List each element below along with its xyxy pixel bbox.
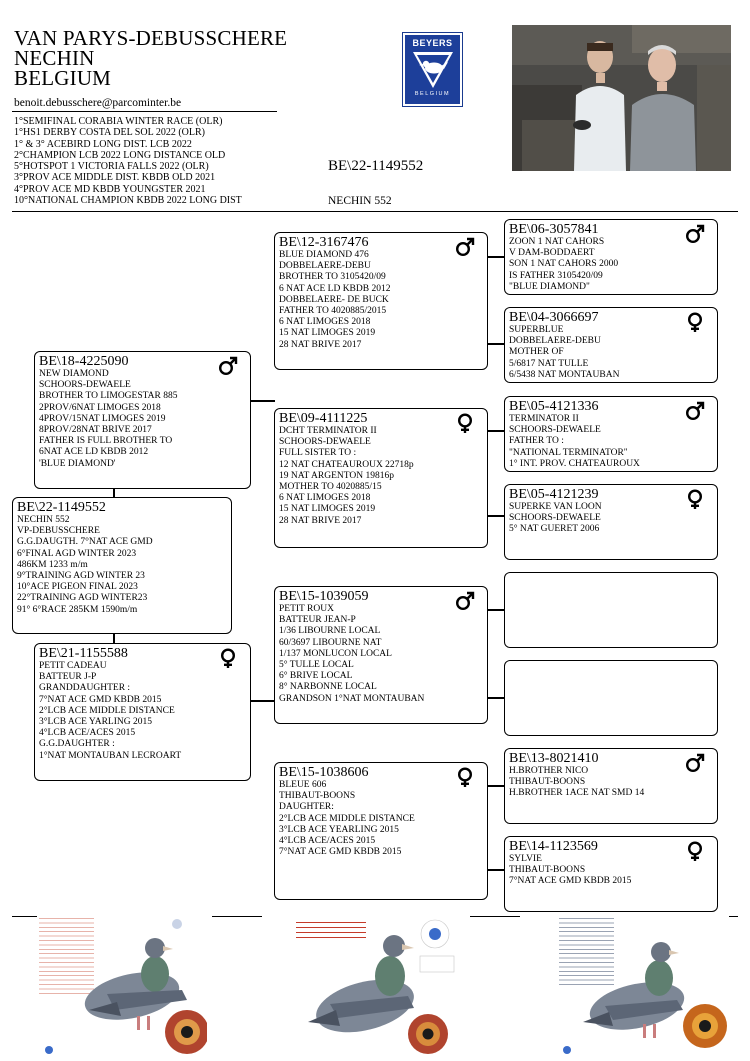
ring-number: BE\09-4111225 xyxy=(279,411,368,426)
connector-line xyxy=(487,697,504,699)
beyers-logo xyxy=(402,32,463,107)
owner-line-2: NECHIN xyxy=(14,46,95,70)
ring-number: BE\13-8021410 xyxy=(509,751,599,766)
pigeon-logo-icon xyxy=(411,50,455,90)
pedigree-box-sire[interactable] xyxy=(34,351,251,489)
pedigree-box-dam-dam[interactable] xyxy=(274,762,488,900)
connector-line xyxy=(487,515,504,517)
achievement-item: 2°CHAMPION LCB 2022 LONG DISTANCE OLD xyxy=(14,149,226,161)
pedigree-box-sd-sire[interactable] xyxy=(504,396,718,472)
pigeon-photo-card-center xyxy=(290,914,462,1059)
pigeon-info: BLUE DIAMOND 476 DOBBELAERE-DEBU BROTHER TO 3105420/09 6 NAT ACE LD KBDB 2012 DOBBELAERE- DE BUCK FATHER TO 4020885/2015 6 NAT LIMOGES 2018 15 NAT LIMOGES 2019 28 NAT BRIVE 2017 xyxy=(279,250,391,350)
pigeon-info: SUPERBLUE DOBBELAERE-DEBU MOTHER OF 5/6817 NAT TULLE 6/5438 NAT MONTAUBAN xyxy=(509,325,620,380)
pigeon-photo xyxy=(557,914,729,1059)
male-symbol-icon xyxy=(455,591,475,611)
pedigree-box-subject[interactable] xyxy=(12,497,232,634)
owners-photo xyxy=(512,25,731,171)
female-symbol-icon xyxy=(455,413,475,433)
pigeon-info: ZOON 1 NAT CAHORS V DAM-BODDAERT SON 1 NAT CAHORS 2000 IS FATHER 3105420/09 "BLUE DIAMOND" xyxy=(509,237,619,292)
pigeon-photo-card-left xyxy=(37,914,207,1059)
owner-line-1: VAN PARYS-DEBUSSCHERE xyxy=(14,26,288,50)
connector-line xyxy=(487,869,504,871)
ring-number: BE\05-4121336 xyxy=(509,399,599,414)
pigeon-info: NECHIN 552 VP-DEBUSSCHERE G.G.DAUGTH. 7°NAT ACE GMD 6°FINAL AGD WINTER 2023 486KM 1233 m/m 9°TRAINING AGD WINTER 23 10°ACE PIGEON FINAL 2023 22°TRAINING AGD WINTER23 91° 6°RACE 285KM 1590m/m xyxy=(17,515,153,615)
achievements-list xyxy=(14,116,242,206)
ring-number: BE\04-3066697 xyxy=(509,310,599,325)
connector-line xyxy=(249,700,275,702)
ring-number: BE\14-1123569 xyxy=(509,839,598,854)
achievement-item: 4°PROV ACE MD KBDB YOUNGSTER 2021 xyxy=(14,183,206,195)
achievement-item: 1° & 3° ACEBIRD LONG DIST. LCB 2022 xyxy=(14,138,192,150)
ring-number: BE\15-1039059 xyxy=(279,589,369,604)
email-divider xyxy=(12,111,277,112)
pigeon-info: H.BROTHER NICO THIBAUT-BOONS H.BROTHER 1ACE NAT SMD 14 xyxy=(509,766,645,799)
connector-line xyxy=(487,430,504,432)
connector-line xyxy=(113,488,115,497)
pigeon-info: DCHT TERMINATOR II SCHOORS-DEWAELE FULL SISTER TO : 12 NAT CHATEAUROUX 22718p 19 NAT ARGENTON 19816p MOTHER TO 4020885/15 6 NAT LIMOGES 2018 15 NAT LIMOGES 2019 28 NAT BRIVE 2017 xyxy=(279,426,414,526)
male-symbol-icon xyxy=(218,356,238,376)
achievement-item: 1°SEMIFINAL CORABIA WINTER RACE (OLR) xyxy=(14,116,223,127)
ring-number: BE\05-4121239 xyxy=(509,487,599,502)
pigeon-info: NEW DIAMOND SCHOORS-DEWAELE BROTHER TO LIMOGESTAR 885 2PROV/6NAT LIMOGES 2018 4PROV/15NAT LIMOGES 2019 8PROV/28NAT BRIVE 2017 FATHER IS FULL BROTHER TO 6NAT ACE LD KBDB 2012 'BLUE DIAMOND' xyxy=(39,369,178,469)
pigeon-photo-card-right xyxy=(557,914,729,1059)
owner-name xyxy=(14,28,287,88)
pedigree-box-ss-dam[interactable] xyxy=(504,307,718,383)
connector-line xyxy=(487,256,504,258)
pigeon-photo xyxy=(37,914,207,1059)
ring-number: BE\18-4225090 xyxy=(39,354,129,369)
pigeon-info: TERMINATOR II SCHOORS-DEWAELE FATHER TO : "NATIONAL TERMINATOR" 1° INT. PROV. CHATEAUROUX xyxy=(509,414,640,469)
ring-number: BE\06-3057841 xyxy=(509,222,599,237)
pedigree-box-ds-sire-empty[interactable] xyxy=(504,572,718,648)
achievement-item: 1°HS1 DERBY COSTA DEL SOL 2022 (OLR) xyxy=(14,127,205,139)
pedigree-box-dd-sire[interactable] xyxy=(504,748,718,824)
achievement-item: 3°PROV ACE MIDDLE DIST. KBDB OLD 2021 xyxy=(14,172,216,184)
pedigree-box-ds-dam-empty[interactable] xyxy=(504,660,718,736)
female-symbol-icon xyxy=(455,767,475,787)
ring-number: BE\15-1038606 xyxy=(279,765,369,780)
ring-number: BE\21-1155588 xyxy=(39,646,128,661)
ring-number: BE\12-3167476 xyxy=(279,235,369,250)
pigeon-info: SYLVIE THIBAUT-BOONS 7°NAT ACE GMD KBDB 2015 xyxy=(509,854,632,887)
female-symbol-icon xyxy=(685,489,705,509)
ring-number: BE\22-1149552 xyxy=(17,500,106,515)
bottom-divider xyxy=(212,916,262,917)
female-symbol-icon xyxy=(218,648,238,668)
pedigree-box-ss-sire[interactable] xyxy=(504,219,718,295)
logo-text-top: BEYERS xyxy=(412,38,453,48)
male-symbol-icon xyxy=(685,224,705,244)
pedigree-box-dam[interactable] xyxy=(34,643,251,781)
achievement-item: 5°HOTSPOT 1 VICTORIA FALLS 2022 (OLR) xyxy=(14,161,209,173)
main-pigeon-name: NECHIN 552 xyxy=(328,195,392,207)
male-symbol-icon xyxy=(685,753,705,773)
pedigree-box-dd-dam[interactable] xyxy=(504,836,718,912)
male-symbol-icon xyxy=(455,237,475,257)
pigeon-info: PETIT ROUX BATTEUR JEAN-P 1/36 LIBOURNE LOCAL 60/3697 LIBOURNE NAT 1/137 MONLUCON LOCAL 5° TULLE LOCAL 6° BRIVE LOCAL 8° NARBONNE LOCAL GRANDSON 1°NAT MONTAUBAN xyxy=(279,604,425,704)
connector-line xyxy=(487,343,504,345)
achievement-item: 10°NATIONAL CHAMPION KBDB 2022 LONG DIST xyxy=(14,195,242,207)
pedigree-box-sire-dam[interactable] xyxy=(274,408,488,548)
pedigree-box-sire-sire[interactable] xyxy=(274,232,488,370)
pigeon-info: BLEUE 606 THIBAUT-BOONS DAUGHTER: 2°LCB ACE MIDDLE DISTANCE 3°LCB ACE YEARLING 2015 4°LCB ACE/ACES 2015 7°NAT ACE GMD KBDB 2015 xyxy=(279,780,415,858)
bottom-divider xyxy=(470,916,520,917)
header-divider xyxy=(12,211,738,212)
female-symbol-icon xyxy=(685,841,705,861)
male-symbol-icon xyxy=(685,401,705,421)
owner-email[interactable]: benoit.debusschere@parcominter.be xyxy=(14,97,182,109)
main-ring-number: BE\22-1149552 xyxy=(328,158,424,174)
connector-line xyxy=(487,609,504,611)
pedigree-box-dam-sire[interactable] xyxy=(274,586,488,724)
pigeon-photo xyxy=(290,914,462,1059)
pigeon-info: SUPERKE VAN LOON SCHOORS-DEWAELE 5° NAT GUERET 2006 xyxy=(509,502,602,535)
logo-text-bottom: BELGIUM xyxy=(414,91,451,97)
pigeon-info: PETIT CADEAU BATTEUR J-P GRANDDAUGHTER : 7°NAT ACE GMD KBDB 2015 2°LCB ACE MIDDLE DISTANCE 3°LCB ACE YARLING 2015 4°LCB ACE/ACES 2015 G.G.DAUGHTER : 1°NAT MONTAUBAN LECROART xyxy=(39,661,182,761)
pedigree-box-sd-dam[interactable] xyxy=(504,484,718,560)
female-symbol-icon xyxy=(685,312,705,332)
owner-line-3: BELGIUM xyxy=(14,66,112,90)
connector-line xyxy=(249,400,275,402)
connector-line xyxy=(487,785,504,787)
